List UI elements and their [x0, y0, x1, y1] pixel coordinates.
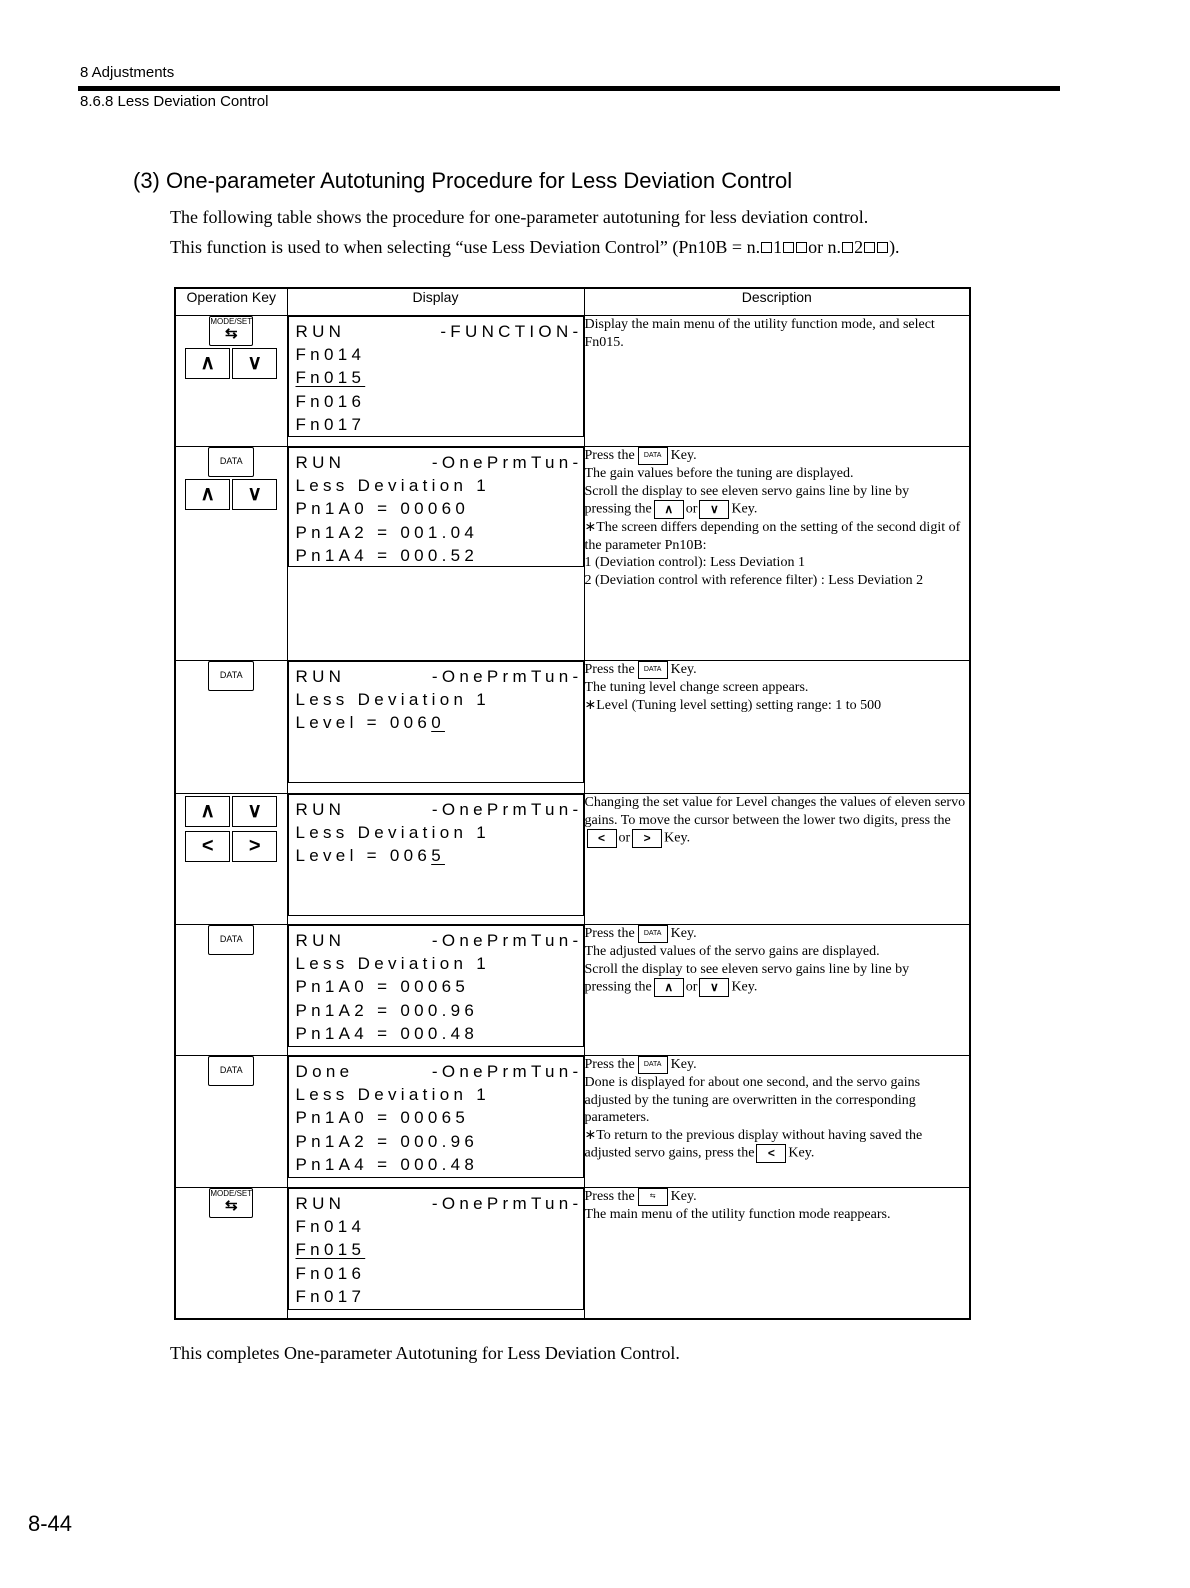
data-key-icon: DATA — [208, 447, 254, 477]
page-number: 8-44 — [28, 1511, 73, 1536]
up-key-icon: ∧ — [185, 348, 230, 379]
left-key-icon: < — [756, 1144, 786, 1163]
lcd-display: RUN -OnePrmTun- Less Deviation 1 Pn1A0 = 00060 Pn1A2 = 001.04 Pn1A4 = 000.52 — [288, 447, 584, 567]
description-cell: Press the DATA Key. The gain values before the tuning are displayed. Scroll the display to see eleven servo gains line by line by pressing the ∧ or ∨ Key. ∗The screen differs depending on the setting of the second digit of the parameter Pn10B: 1 (Deviation control): Less Deviation 1 2 (Deviation control with reference filter) : Less Deviation 2 — [584, 447, 970, 661]
closing-text: This completes One-parameter Autotuning for Less Deviation Control. — [170, 1343, 680, 1363]
lcd-display: RUN -FUNCTION- Fn014 Fn015 Fn016 Fn017 — [288, 316, 584, 437]
table-row — [175, 1056, 970, 1188]
data-key-icon: DATA — [638, 925, 668, 943]
table-row — [175, 925, 970, 1056]
up-key-icon: ∧ — [185, 479, 230, 510]
procedure-table — [174, 287, 971, 1320]
lcd-display: RUN -OnePrmTun- Fn014 Fn015 Fn016 Fn017 — [288, 1188, 584, 1310]
table-row — [175, 1188, 970, 1319]
lcd-display: RUN -OnePrmTun- Less Deviation 1 Level = 0060 — [288, 661, 584, 783]
description-cell: Changing the set value for Level changes the values of eleven servo gains. To move the cursor between the lower two digits, press the< or > Key. — [584, 794, 970, 925]
procedure-title: (3) One-parameter Autotuning Procedure for Less Deviation Control — [133, 168, 793, 193]
data-key-icon: DATA — [208, 1056, 254, 1086]
lcd-display: Done -OnePrmTun- Less Deviation 1 Pn1A0 = 00065 Pn1A2 = 000.96 Pn1A4 = 000.48 — [288, 1056, 584, 1178]
data-key-icon: DATA — [638, 447, 668, 465]
operation-keys — [175, 925, 287, 1056]
operation-keys — [175, 316, 287, 447]
intro-line-1: The following table shows the procedure for one-parameter autotuning for less deviation control. — [170, 207, 869, 227]
table-row — [175, 316, 970, 447]
display-cell — [287, 925, 584, 1056]
down-key-icon: ∨ — [232, 796, 277, 827]
description-cell: Press the ⇆ Key. The main menu of the utility function mode reappears. — [584, 1188, 970, 1319]
operation-keys — [175, 447, 287, 661]
left-key-icon: < — [185, 831, 230, 862]
data-key-icon: DATA — [638, 661, 668, 679]
mode-set-key-icon: MODE/SET ⇆ — [209, 316, 253, 346]
right-key-icon: > — [632, 829, 662, 848]
description-cell: Press the DATA Key. The adjusted values of the servo gains are displayed. Scroll the display to see eleven servo gains line by line by pressing the ∧ or ∨ Key. — [584, 925, 970, 1056]
header-description: Description — [584, 288, 970, 316]
display-cell — [287, 661, 584, 794]
intro-line-2: This function is used to when selecting “use Less Deviation Control” (Pn10B = n. 1 or n. 2 ). — [170, 237, 900, 257]
header-rule — [78, 86, 1060, 91]
display-cell — [287, 316, 584, 447]
display-cell — [287, 1188, 584, 1319]
lcd-display: RUN -OnePrmTun- Less Deviation 1 Pn1A0 = 00065 Pn1A2 = 000.96 Pn1A4 = 000.48 — [288, 925, 584, 1047]
chapter-header: 8 Adjustments — [80, 64, 175, 81]
mode-set-key-icon: MODE/SET ⇆ — [209, 1188, 253, 1218]
right-key-icon: > — [232, 831, 277, 862]
header-display: Display — [287, 288, 584, 316]
section-header: 8.6.8 Less Deviation Control — [80, 93, 269, 110]
description-cell: Display the main menu of the utility function mode, and select Fn015. — [584, 316, 970, 447]
operation-keys — [175, 1188, 287, 1319]
mode-set-key-icon: ⇆ — [638, 1188, 668, 1206]
table-row — [175, 794, 970, 925]
up-key-icon: ∧ — [654, 978, 684, 997]
up-key-icon: ∧ — [654, 500, 684, 519]
operation-keys — [175, 1056, 287, 1188]
description-cell: Press the DATA Key. The tuning level change screen appears. ∗Level (Tuning level setting) setting range: 1 to 500 — [584, 661, 970, 794]
up-key-icon: ∧ — [185, 796, 230, 827]
display-cell — [287, 794, 584, 925]
down-key-icon: ∨ — [699, 978, 729, 997]
left-key-icon: < — [587, 829, 617, 848]
data-key-icon: DATA — [208, 925, 254, 955]
table-row — [175, 447, 970, 661]
data-key-icon: DATA — [208, 661, 254, 691]
display-cell — [287, 447, 584, 661]
table-row — [175, 661, 970, 794]
operation-keys — [175, 794, 287, 925]
data-key-icon: DATA — [638, 1056, 668, 1074]
down-key-icon: ∨ — [232, 348, 277, 379]
operation-keys — [175, 661, 287, 794]
down-key-icon: ∨ — [232, 479, 277, 510]
display-cell — [287, 1056, 584, 1188]
header-operation-key: Operation Key — [175, 288, 287, 316]
description-cell: Press the DATA Key. Done is displayed for about one second, and the servo gains adjusted by the tuning are overwritten in the corresponding parameters. ∗To return to the previous display without having saved the adjusted servo gains, press the < Key. — [584, 1056, 970, 1188]
down-key-icon: ∨ — [699, 500, 729, 519]
lcd-display: RUN -OnePrmTun- Less Deviation 1 Level = 0065 — [288, 794, 584, 916]
